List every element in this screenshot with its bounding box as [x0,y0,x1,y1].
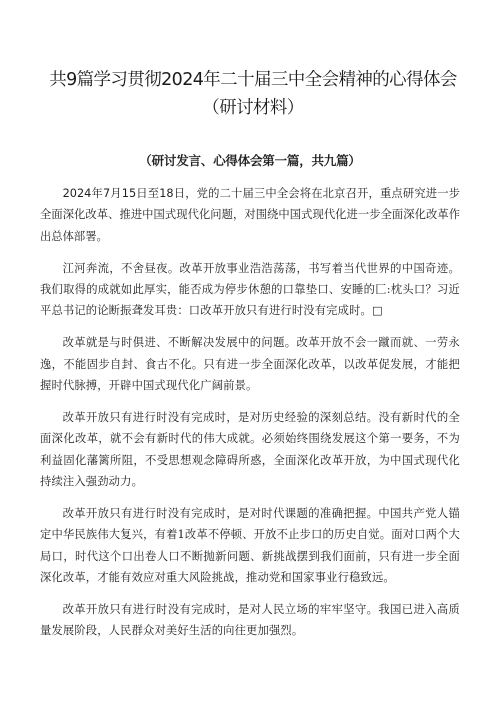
paragraph-2: 江河奔流，不舍昼夜。改革开放事业浩浩荡荡，书写着当代世界的中国奇迹。我们取得的成就如此厚实，能否成为停步休憩的口靠垫口、安睡的匚:枕头口？习近平总书记的论断振聋发耳贵：口改革开放只有进行时没有完成时。□ [40,261,460,318]
paragraph-4: 改革开放只有进行时没有完成时，是对历史经验的深刻总结。没有新时代的全面深化改革，就不会有新时代的伟大成就。必须始终围绕发展这个第一要务，不为利益固化藩篱所阻，不受思想观念障碍所惑，全面深化改革开放，为中国式现代化持续注入强劲动力。 [40,411,460,488]
paragraph-1: 2024年7月15日至18日，党的二十届三中全会将在北京召开，重点研究进一步全面深化改革、推进中国式现代化问题，对围绕中国式现代化进一步全面深化改革作出总体部署。 [40,187,460,243]
paragraph-5: 改革开放只有进行时没有完成时，是对时代课题的准确把握。中国共产党人锚定中华民族伟大复兴，有着1改革不停顿、开放不止步口的历史自觉。面对口两个大局口，时代这个口出卷人口不断抛新问题、新挑战摆到我们面前，只有进一步全面深化改革，才能有效应对重大风险挑战，推动党和国家事业行稳致远。 [40,507,460,584]
document-body [40,183,460,652]
document-subtitle: （研讨发言、心得体会第一篇，共九篇） [139,153,361,168]
paragraph-3: 改革就是与时俱进、不断解决发展中的问题。改革开放不会一蹴而就、一劳永逸，不能固步自封、食古不化。只有进一步全面深化改革，以改革促发展，才能把握时代脉搏，开辟中国式现代化广阔前景。 [40,336,460,392]
paragraph-6: 改革开放只有进行时没有完成时，是对人民立场的牢牢坚守。我国已进入高质量发展阶段，人民群众对美好生活的向往更加强烈。 [40,603,460,638]
document-title: 共9篇学习贯彻2024年二十届三中全会精神的心得体会（研讨材料） [49,70,457,118]
